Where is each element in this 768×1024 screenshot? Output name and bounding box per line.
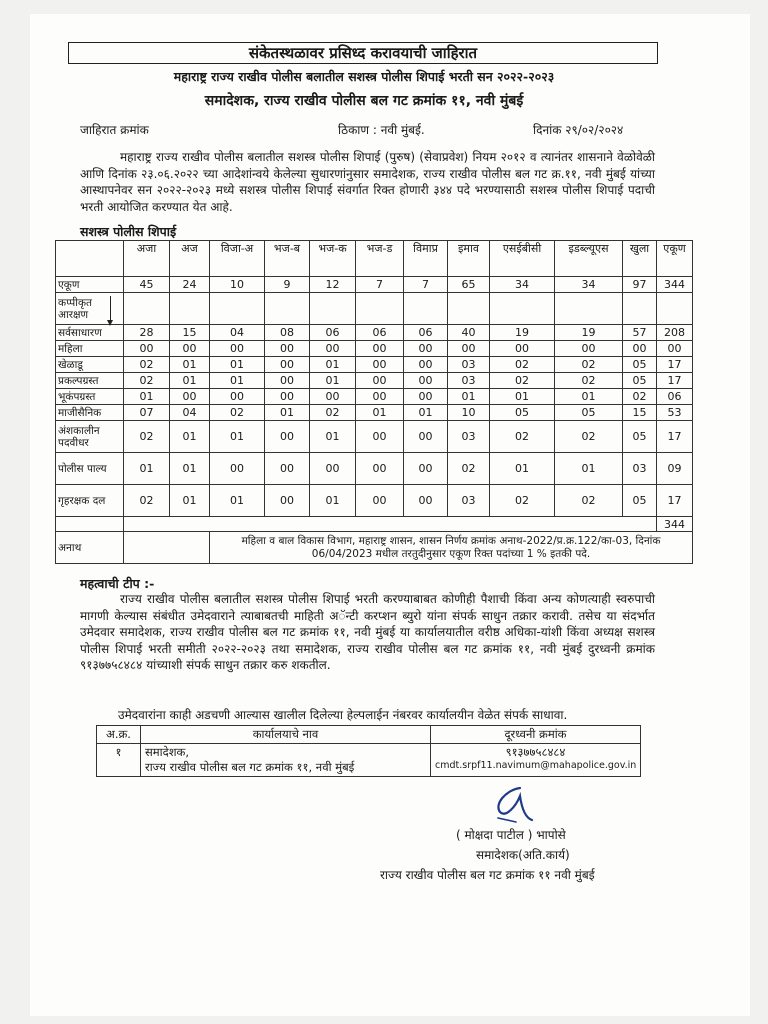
orphan-note-line: 06/04/2023 मधील तरतुदीनुसार एकूण रिक्त पदांच्या 1 % इतकी पदे. [311, 547, 591, 560]
intro-line: शासनाने वेळोवेळी आणि दिनांक २३.०६.२०२२ च्या आदेशांन्वये केलेल्या सुधारणांनुसार समादेशक, राज्य राखीव [80, 150, 655, 181]
table-cell: 01 [356, 405, 404, 421]
column-header: अजा [124, 241, 170, 277]
table-cell: 24 [170, 277, 210, 293]
email-address: cmdt.srpf11.navimum@mahapolice.gov.in [435, 760, 637, 771]
table-cell: 34 [490, 277, 555, 293]
table-cell: 01 [265, 405, 310, 421]
column-header: भज-क [310, 241, 356, 277]
office-cell [141, 744, 431, 777]
phone-number: ९१३७७५८४८४ [505, 745, 566, 759]
table-cell: 00 [404, 341, 448, 357]
category-row [56, 389, 693, 405]
category-row [56, 405, 693, 421]
table-cell: 00 [124, 341, 170, 357]
table-cell: 00 [210, 453, 265, 485]
column-header: विमाप्र [404, 241, 448, 277]
table-cell: 00 [170, 341, 210, 357]
table-cell: 01 [490, 389, 555, 405]
table-cell: 10 [210, 277, 265, 293]
table-cell: 00 [310, 389, 356, 405]
table-cell: 10 [448, 405, 490, 421]
table-cell: 9 [265, 277, 310, 293]
intro-line: महाराष्ट्र राज्य राखीव पोलीस बलातील सशस्त्र पोलीस शिपाई (पुरुष) (सेवाप्रवेश) नियम २०१२ व त्यानंतर [120, 150, 573, 164]
signatory-office: राज्य राखीव पोलीस बल गट क्रमांक ११ नवी मुंबई [380, 868, 595, 882]
table-cell: 17 [657, 357, 693, 373]
down-arrow-icon [110, 296, 111, 324]
table-cell: 05 [623, 485, 657, 517]
table-cell: 02 [555, 373, 623, 389]
empty-cell [404, 293, 448, 325]
table-cell: 02 [490, 373, 555, 389]
row-label: महिला [56, 341, 124, 357]
table-cell: 344 [657, 277, 693, 293]
reservation-label: कप्पीकृत आरक्षण [56, 293, 124, 325]
table-cell: 03 [448, 373, 490, 389]
table-cell: 19 [490, 325, 555, 341]
table-cell: 00 [555, 341, 623, 357]
category-row [56, 453, 693, 485]
phone-header: दूरध्वनी क्रमांक [431, 726, 641, 744]
table-cell: 06 [657, 389, 693, 405]
table-cell: 00 [265, 421, 310, 453]
table-cell: 02 [124, 421, 170, 453]
table-cell: 00 [404, 453, 448, 485]
table-cell: 01 [310, 421, 356, 453]
table-cell: 00 [404, 389, 448, 405]
table-cell: 01 [210, 485, 265, 517]
table-cell: 09 [657, 453, 693, 485]
empty-cell [657, 293, 693, 325]
recruitment-subtitle: महाराष्ट्र राज्य राखीव पोलीस बलातील सशस्त्र पोलीस शिपाई भरती सन २०२२-२०२३ [173, 69, 555, 84]
table-cell: 00 [404, 485, 448, 517]
grand-total-cell: 344 [657, 517, 693, 532]
table-cell: 06 [310, 325, 356, 341]
column-header: एकूण [657, 241, 693, 277]
empty-cell [623, 293, 657, 325]
row-label: अंशकालीन पदवीधर [56, 421, 124, 453]
office-header: कार्यालयाचे नाव [141, 726, 431, 744]
category-row [56, 325, 693, 341]
table-cell: 7 [404, 277, 448, 293]
phone-cell [431, 744, 641, 777]
table-cell: 00 [265, 389, 310, 405]
table-cell: 00 [404, 357, 448, 373]
table-cell: 05 [555, 405, 623, 421]
column-header: भज-ब [265, 241, 310, 277]
table-cell: 02 [555, 485, 623, 517]
table-cell: 15 [170, 325, 210, 341]
row-label: पोलीस पाल्य [56, 453, 124, 485]
table-cell: 02 [490, 485, 555, 517]
empty-cell [356, 293, 404, 325]
table-cell: 06 [356, 325, 404, 341]
table-cell: 00 [404, 373, 448, 389]
table-cell: 00 [265, 453, 310, 485]
table-cell: 02 [490, 421, 555, 453]
table-cell: 17 [657, 373, 693, 389]
notice-line: या कार्यालयातील वरीष्ठ अधिका-यांशी किंवा अध्यक्ष सशस्त्र पोलीस शिपाई भरती समीती २०२२-२०२३ तथा [80, 625, 656, 656]
table-cell: 00 [265, 373, 310, 389]
table-cell: 02 [623, 389, 657, 405]
row-label: गृहरक्षक दल [56, 485, 124, 517]
table-cell: 01 [170, 357, 210, 373]
table-cell: 65 [448, 277, 490, 293]
total-row [56, 277, 693, 293]
office-name-line: राज्य राखीव पोलीस बल गट क्रमांक ११, नवी मुंबई [145, 760, 355, 774]
table-cell: 01 [310, 357, 356, 373]
table-cell: 01 [124, 453, 170, 485]
table-cell: 01 [210, 421, 265, 453]
signatory-name: ( मोक्षदा पाटील ) भापोसे [456, 828, 566, 842]
helpline-header-row [97, 726, 641, 744]
category-row [56, 357, 693, 373]
helpline-row [97, 744, 641, 777]
table-cell: 00 [356, 389, 404, 405]
table-cell: 19 [555, 325, 623, 341]
table-cell: 57 [623, 325, 657, 341]
table-cell: 01 [310, 485, 356, 517]
table-cell: 07 [124, 405, 170, 421]
header-blank-cell [56, 241, 124, 277]
row-label: प्रकल्पग्रस्त [56, 373, 124, 389]
table-cell: 02 [490, 357, 555, 373]
table-cell: 02 [448, 453, 490, 485]
table-header-row [56, 241, 693, 277]
table-cell: 01 [404, 405, 448, 421]
table-cell: 06 [404, 325, 448, 341]
category-row [56, 373, 693, 389]
row-label: भूकंपग्रस्त [56, 389, 124, 405]
empty-cell [555, 293, 623, 325]
table-cell: 17 [657, 421, 693, 453]
category-row [56, 421, 693, 453]
table-cell: 01 [210, 373, 265, 389]
table-cell: 00 [356, 453, 404, 485]
intro-line: होणारी ३४४ पदे भरण्यासाठी सशस्त्र पोलीस शिपाई पदाची भरती आयोजित करण्यात येत आहे. [80, 183, 655, 214]
empty-span-cell [124, 532, 210, 564]
table-cell: 01 [448, 389, 490, 405]
table-cell: 01 [124, 389, 170, 405]
empty-cell [310, 293, 356, 325]
table-cell: 01 [555, 389, 623, 405]
table-cell: 00 [210, 341, 265, 357]
table-cell: 208 [657, 325, 693, 341]
table-cell: 04 [170, 405, 210, 421]
office-name-line: समादेशक, [145, 745, 190, 759]
table-cell: 7 [356, 277, 404, 293]
table-cell: 00 [265, 357, 310, 373]
reservation-row [56, 293, 693, 325]
table-cell: 05 [623, 373, 657, 389]
notice-line: समादेशक, राज्य राखीव पोलीस बल गट क्रमांक ११, नवी मुंबई दुरध्वनी क्रमांक ९१३७७५८४८४ यांच्याशी संपर्क [80, 641, 655, 672]
table-cell: 00 [404, 421, 448, 453]
table-cell: 34 [555, 277, 623, 293]
notice-line: राज्य राखीव पोलीस बलातील सशस्त्र पोलीस शिपाई भरती करण्याबाबत कोणीही पैशाची किंवा अन्य [120, 592, 562, 606]
empty-span-cell [124, 517, 657, 532]
orphan-label: अनाथ [56, 532, 124, 564]
table-title: सशस्त्र पोलीस शिपाई [80, 224, 177, 239]
table-cell: 03 [623, 453, 657, 485]
table-cell: 00 [265, 485, 310, 517]
notice-paragraph [80, 591, 655, 674]
table-cell: 00 [170, 389, 210, 405]
date-label: दिनांक २९/०२/२०२४ [533, 123, 624, 137]
table-cell: 01 [170, 453, 210, 485]
table-cell: 40 [448, 325, 490, 341]
table-cell: 01 [170, 421, 210, 453]
table-cell: 05 [623, 421, 657, 453]
table-cell: 03 [448, 485, 490, 517]
row-label: एकूण [56, 277, 124, 293]
table-cell: 12 [310, 277, 356, 293]
table-cell: 45 [124, 277, 170, 293]
table-cell: 15 [623, 405, 657, 421]
table-cell: 00 [356, 357, 404, 373]
category-row [56, 485, 693, 517]
empty-cell [490, 293, 555, 325]
table-cell: 01 [210, 357, 265, 373]
table-cell: 02 [210, 405, 265, 421]
notice-line: साधुन तक्रार करु शकतील. [214, 658, 331, 672]
empty-cell [124, 293, 170, 325]
empty-cell [265, 293, 310, 325]
table-cell: 02 [555, 421, 623, 453]
table-cell: 01 [555, 453, 623, 485]
intro-paragraph [80, 149, 655, 215]
ad-number-label: जाहिरात क्रमांक [80, 123, 149, 137]
signatory-designation: समादेशक(अति.कार्य) [476, 848, 570, 862]
table-cell: 00 [356, 421, 404, 453]
grand-total-row [56, 517, 693, 532]
table-cell: 00 [210, 389, 265, 405]
table-cell: 00 [490, 341, 555, 357]
orphan-row [56, 532, 693, 564]
table-cell: 00 [310, 453, 356, 485]
table-cell: 02 [124, 485, 170, 517]
table-cell: 02 [310, 405, 356, 421]
column-header: अज [170, 241, 210, 277]
column-header: एसईबीसी [490, 241, 555, 277]
row-label: खेळाडू [56, 357, 124, 373]
sr-cell: १ [97, 744, 141, 777]
orphan-note-line: महिला व बाल विकास विभाग, महाराष्ट्र शासन, शासन निर्णय क्रमांक अनाथ-2022/प्र.क्र.122/का-03, दिनांक [241, 534, 661, 547]
table-cell: 97 [623, 277, 657, 293]
table-cell: 28 [124, 325, 170, 341]
table-cell: 01 [310, 373, 356, 389]
signature-mark [486, 782, 536, 824]
table-cell: 03 [448, 421, 490, 453]
empty-cell [210, 293, 265, 325]
table-cell: 02 [124, 373, 170, 389]
category-row [56, 341, 693, 357]
category-rows [56, 325, 693, 517]
table-cell: 00 [657, 341, 693, 357]
empty-cell [170, 293, 210, 325]
column-header: इमाव [448, 241, 490, 277]
helpline-note: उमेदवारांना काही अडचणी आल्यास खालील दिलेल्या हेल्पलाईन नंबरवर कार्यालयीन वेळेत संपर्क साधावा. [118, 708, 568, 722]
table-cell: 02 [555, 357, 623, 373]
office-heading: समादेशक, राज्य राखीव पोलीस बल गट क्रमांक ११, नवी मुंबई [204, 93, 524, 109]
table-cell: 03 [448, 357, 490, 373]
column-header: भज-ड [356, 241, 404, 277]
table-cell: 53 [657, 405, 693, 421]
notice-line: साधुन तक्रार करावी. तसेच या संदर्भात उमेदवार समादेशक, राज्य राखीव पोलीस बल गट क्रमांक ११, नवी मुंबई [80, 608, 655, 639]
table-cell: 01 [170, 485, 210, 517]
table-cell: 00 [310, 341, 356, 357]
orphan-note [210, 532, 693, 564]
empty-cell [448, 293, 490, 325]
table-cell: 04 [210, 325, 265, 341]
table-cell: 08 [265, 325, 310, 341]
table-cell: 00 [356, 373, 404, 389]
row-label: सर्वसाधारण [56, 325, 124, 341]
table-cell: 00 [623, 341, 657, 357]
table-cell: 01 [490, 453, 555, 485]
column-header: विजा-अ [210, 241, 265, 277]
table-cell: 05 [490, 405, 555, 421]
empty-cell [56, 517, 124, 532]
helpline-table [96, 725, 641, 777]
table-cell: 02 [124, 357, 170, 373]
table-cell: 00 [448, 341, 490, 357]
table-cell: 00 [265, 341, 310, 357]
column-header: इडब्ल्यूएस [555, 241, 623, 277]
vacancy-table [55, 240, 693, 564]
column-header: खुला [623, 241, 657, 277]
notice-line: कोणत्याही स्वरुपाची मागणी केल्यास संबंधीत उमेदवाराने त्याबाबतची माहिती अॅन्टी करप्शन ब्युरो यांना संपर्क [80, 592, 655, 623]
notice-heading: महत्वाची टीप :- [80, 576, 155, 591]
sr-header: अ.क्र. [97, 726, 141, 744]
table-cell: 01 [170, 373, 210, 389]
table-cell: 00 [356, 485, 404, 517]
place-label: ठिकाण : नवी मुंबई. [338, 123, 425, 137]
advertisement-title: संकेतस्थळावर प्रसिध्द करावयाची जाहिरात [68, 42, 658, 64]
table-cell: 00 [356, 341, 404, 357]
intro-line: पोलीस बल गट क्र.११, नवी मुंबई यांच्या आस्थापनेवर सन २०२२-२०२३ मध्ये सशस्त्र पोलीस शिपाई संवर्गात रिक्त [80, 166, 655, 197]
table-cell: 17 [657, 485, 693, 517]
table-cell: 05 [623, 357, 657, 373]
row-label: माजीसैनिक [56, 405, 124, 421]
